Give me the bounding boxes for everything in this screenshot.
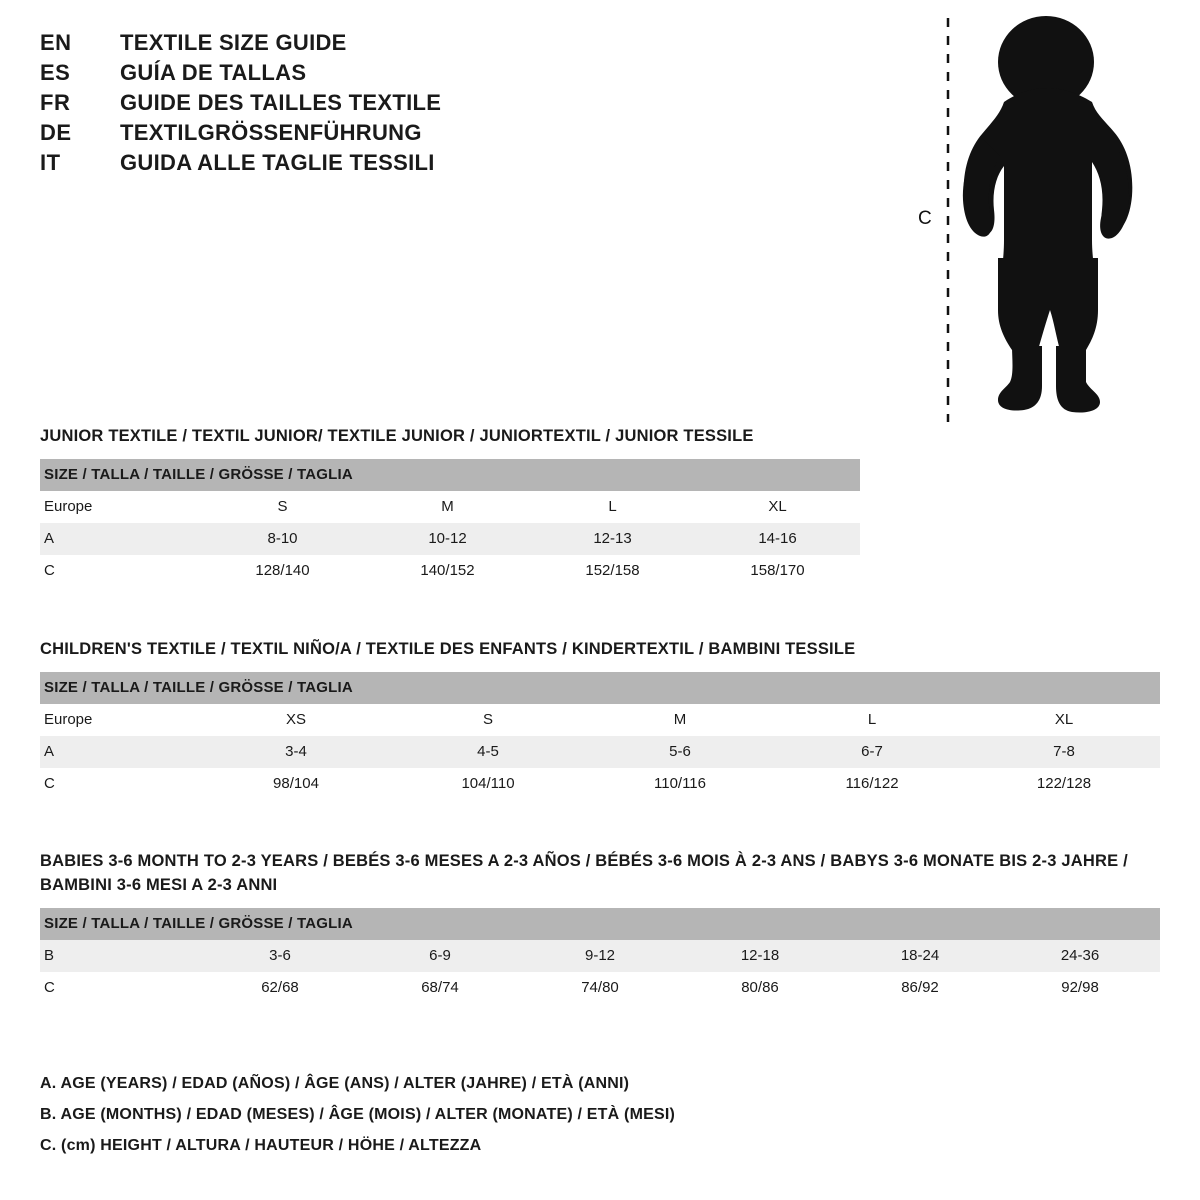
cell: 3-6 — [200, 940, 360, 972]
lang-code-en: EN — [40, 30, 72, 55]
lang-title-en: TEXTILE SIZE GUIDE — [120, 30, 347, 55]
cell: 12-13 — [530, 523, 695, 555]
cell: 104/110 — [392, 768, 584, 800]
lang-title-it: GUIDA ALLE TAGLIE TESSILI — [120, 150, 435, 175]
cell: L — [776, 704, 968, 736]
cell: 18-24 — [840, 940, 1000, 972]
size-table-children — [40, 672, 1160, 800]
lang-title-es: GUÍA DE TALLAS — [120, 60, 307, 85]
legend — [40, 1068, 675, 1162]
cell: 74/80 — [520, 972, 680, 1004]
cell: 8-10 — [200, 523, 365, 555]
cell: 110/116 — [584, 768, 776, 800]
section-junior — [40, 425, 860, 587]
cell: 68/74 — [360, 972, 520, 1004]
cell: 6-7 — [776, 736, 968, 768]
row-label: Europe — [40, 704, 200, 736]
cell: 5-6 — [584, 736, 776, 768]
cell: 24-36 — [1000, 940, 1160, 972]
cell: 4-5 — [392, 736, 584, 768]
lang-title-fr: GUIDE DES TAILLES TEXTILE — [120, 90, 442, 115]
table-row — [40, 523, 860, 555]
table-row — [40, 555, 860, 587]
figure-measure-label: C — [918, 208, 932, 229]
lang-code-fr: FR — [40, 90, 71, 115]
table-row — [40, 972, 1160, 1004]
header-row — [40, 60, 640, 86]
cell: 158/170 — [695, 555, 860, 587]
row-label: C — [40, 768, 200, 800]
table-row — [40, 491, 860, 523]
cell: 152/158 — [530, 555, 695, 587]
cell: S — [392, 704, 584, 736]
cell: 14-16 — [695, 523, 860, 555]
lang-code-es: ES — [40, 60, 71, 85]
cell: XS — [200, 704, 392, 736]
cell: 128/140 — [200, 555, 365, 587]
table-bar-row — [40, 459, 860, 491]
table-row — [40, 704, 1160, 736]
table-bar-row — [40, 908, 1160, 940]
header-row — [40, 90, 640, 116]
lang-code-it: IT — [40, 150, 61, 175]
cell: XL — [695, 491, 860, 523]
table-row — [40, 768, 1160, 800]
row-label: C — [40, 555, 200, 587]
size-bar-label: SIZE / TALLA / TAILLE / GRÖSSE / TAGLIA — [40, 908, 1160, 940]
cell: XL — [968, 704, 1160, 736]
cell: S — [200, 491, 365, 523]
header-row — [40, 120, 640, 146]
cell: 80/86 — [680, 972, 840, 1004]
header-row — [40, 150, 640, 176]
cell: 3-4 — [200, 736, 392, 768]
child-silhouette-icon — [900, 10, 1180, 430]
cell: 10-12 — [365, 523, 530, 555]
language-header — [40, 30, 640, 180]
row-label: A — [40, 736, 200, 768]
legend-item-a: A. AGE (YEARS) / EDAD (AÑOS) / ÂGE (ANS) / ALTER (JAHRE) / ETÀ (ANNI) — [40, 1075, 630, 1092]
cell: 62/68 — [200, 972, 360, 1004]
cell: 86/92 — [840, 972, 1000, 1004]
row-label: C — [40, 972, 200, 1004]
legend-item-c: C. (cm) HEIGHT / ALTURA / HAUTEUR / HÖHE / ALTEZZA — [40, 1137, 482, 1155]
measurement-figure — [900, 10, 1180, 430]
lang-title-de: TEXTILGRÖSSENFÜHRUNG — [120, 120, 422, 145]
section-children — [40, 638, 1160, 800]
cell: L — [530, 491, 695, 523]
row-label: B — [40, 940, 200, 972]
cell: 7-8 — [968, 736, 1160, 768]
size-table-babies — [40, 908, 1160, 1004]
row-label: A — [40, 523, 200, 555]
cell: 92/98 — [1000, 972, 1160, 1004]
table-row — [40, 736, 1160, 768]
size-bar-label: SIZE / TALLA / TAILLE / GRÖSSE / TAGLIA — [40, 672, 1160, 704]
cell: 9-12 — [520, 940, 680, 972]
legend-item-b: B. AGE (MONTHS) / EDAD (MESES) / ÂGE (MOIS) / ALTER (MONATE) / ETÀ (MESI) — [40, 1106, 676, 1124]
section-title-children: CHILDREN'S TEXTILE / TEXTIL NIÑO/A / TEXTILE DES ENFANTS / KINDERTEXTIL / BAMBINI TESSILE — [40, 640, 856, 658]
lang-code-de: DE — [40, 120, 72, 145]
cell: 6-9 — [360, 940, 520, 972]
table-bar-row — [40, 672, 1160, 704]
cell: M — [365, 491, 530, 523]
section-title-babies: BABIES 3-6 MONTH TO 2-3 YEARS / BEBÉS 3-6 MESES A 2-3 AÑOS / BÉBÉS 3-6 MOIS À 2-3 ANS / BABYS 3-6 MONATE BIS 2-3 JAHRE / BAMBINI 3-6 MESI A 2-3 ANNI — [40, 852, 1128, 894]
section-title-junior: JUNIOR TEXTILE / TEXTIL JUNIOR/ TEXTILE JUNIOR / JUNIORTEXTIL / JUNIOR TESSILE — [40, 427, 754, 445]
cell: 122/128 — [968, 768, 1160, 800]
cell: 12-18 — [680, 940, 840, 972]
cell: 98/104 — [200, 768, 392, 800]
header-row — [40, 30, 640, 56]
cell: M — [584, 704, 776, 736]
cell: 116/122 — [776, 768, 968, 800]
section-babies — [40, 850, 1160, 1004]
table-row — [40, 940, 1160, 972]
size-table-junior — [40, 459, 860, 587]
size-bar-label: SIZE / TALLA / TAILLE / GRÖSSE / TAGLIA — [40, 459, 860, 491]
cell: 140/152 — [365, 555, 530, 587]
row-label: Europe — [40, 491, 200, 523]
